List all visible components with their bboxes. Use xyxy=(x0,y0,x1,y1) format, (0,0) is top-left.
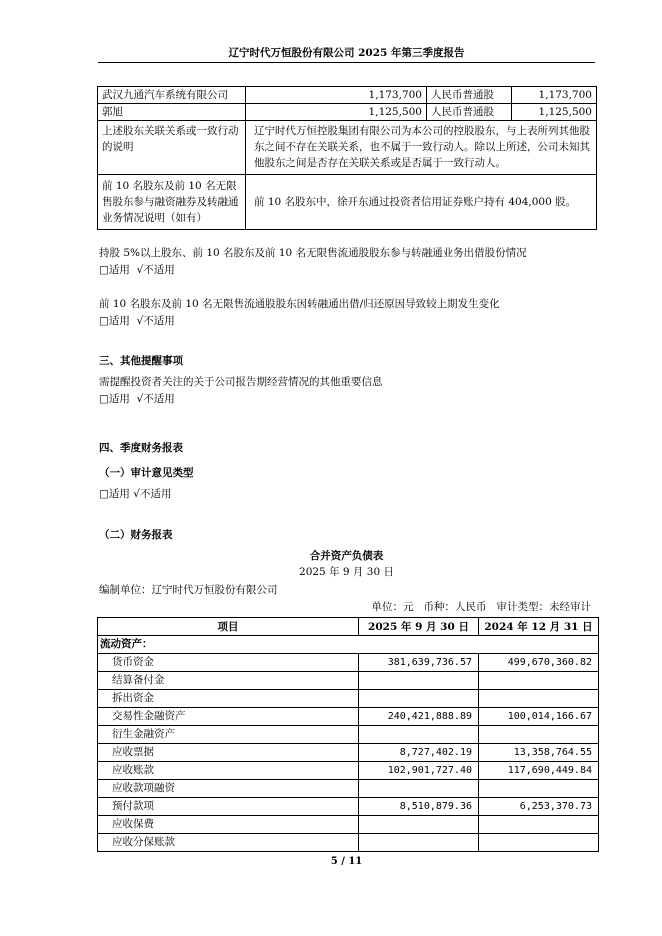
table-row xyxy=(98,762,599,780)
shareholder-name: 武汉九通汽车系统有限公司 xyxy=(98,87,246,104)
row-current: 381,639,736.57 xyxy=(359,654,479,672)
table-row xyxy=(98,780,599,798)
row-current xyxy=(359,672,479,690)
row-item: 应收票据 xyxy=(98,744,359,762)
lending-option: □适用 √不适用 xyxy=(99,264,175,276)
header-rule xyxy=(98,62,595,63)
column-header-prior: 2024 年 12 月 31 日 xyxy=(479,618,599,636)
section-4-2-heading: （二）财务报表 xyxy=(99,529,173,541)
row-current: 102,901,727.40 xyxy=(359,762,479,780)
page-number: 5 / 11 xyxy=(330,856,363,867)
row-prior xyxy=(479,672,599,690)
share-class: 人民币普通股 xyxy=(427,87,512,104)
balance-sheet-table xyxy=(97,617,599,852)
row-item: 结算备付金 xyxy=(98,672,359,690)
row-prior: 499,670,360.82 xyxy=(479,654,599,672)
row-item: 应收账款 xyxy=(98,762,359,780)
row-prior: 117,690,449.84 xyxy=(479,762,599,780)
section-3-option: □适用 √不适用 xyxy=(99,393,175,405)
table-row xyxy=(98,175,597,230)
table-row xyxy=(98,672,599,690)
row-current xyxy=(359,816,479,834)
row-current xyxy=(359,726,479,744)
row-current: 8,510,879.36 xyxy=(359,798,479,816)
margin-trading-text: 前 10 名股东中，徐开东通过投资者信用证券账户持有 404,000 股。 xyxy=(246,175,597,230)
preparer-company: 辽宁时代万恒股份有限公司 xyxy=(151,584,278,596)
table-row xyxy=(98,690,599,708)
table-row xyxy=(98,104,597,121)
row-current: 240,421,888.89 xyxy=(359,708,479,726)
row-item: 应收保费 xyxy=(98,816,359,834)
row-prior: 6,253,370.73 xyxy=(479,798,599,816)
balance-sheet-title: 合并资产负债表 xyxy=(309,550,384,562)
row-prior: 100,014,166.67 xyxy=(479,708,599,726)
column-header-current: 2025 年 9 月 30 日 xyxy=(359,618,479,636)
share-class: 人民币普通股 xyxy=(427,104,512,121)
row-item: 交易性金融资产 xyxy=(98,708,359,726)
page-header: 辽宁时代万恒股份有限公司 2025 年第三季度报告 xyxy=(228,47,465,59)
section-3-text: 需提醒投资者关注的关于公司报告期经营情况的其他重要信息 xyxy=(99,376,383,388)
section-3-heading: 三、其他提醒事项 xyxy=(99,355,183,367)
shares-held: 1,125,500 xyxy=(246,104,427,121)
row-prior xyxy=(479,690,599,708)
table-row xyxy=(98,834,599,852)
preparer-label: 编制单位： xyxy=(99,584,152,596)
section-row xyxy=(98,636,599,654)
row-current xyxy=(359,834,479,852)
shareholder-table xyxy=(97,86,597,230)
row-current: 8,727,402.19 xyxy=(359,744,479,762)
row-item: 拆出资金 xyxy=(98,690,359,708)
preparer-line xyxy=(99,583,278,597)
section-4-heading: 四、季度财务报表 xyxy=(99,442,183,454)
margin-trading-label: 前 10 名股东及前 10 名无限售股东参与融资融券及转融通业务情况说明（如有） xyxy=(98,175,246,230)
row-item: 应收分保账款 xyxy=(98,834,359,852)
table-row xyxy=(98,708,599,726)
row-prior xyxy=(479,816,599,834)
table-row xyxy=(98,654,599,672)
column-header-item: 项目 xyxy=(98,618,359,636)
row-prior xyxy=(479,726,599,744)
row-item: 应收款项融资 xyxy=(98,780,359,798)
shares-held: 1,173,700 xyxy=(246,87,427,104)
currency-meta: 单位：元 币种：人民币 审计类型：未经审计 xyxy=(371,601,591,613)
row-prior xyxy=(479,834,599,852)
row-item: 衍生金融资产 xyxy=(98,726,359,744)
row-item: 货币资金 xyxy=(98,654,359,672)
lending-title: 持股 5%以上股东、前 10 名股东及前 10 名无限售流通股股东参与转融通业务出借股份情况 xyxy=(99,247,527,259)
related-party-label: 上述股东关联关系或一致行动的说明 xyxy=(98,121,246,175)
table-row xyxy=(98,816,599,834)
row-current xyxy=(359,780,479,798)
related-party-text: 辽宁时代万恒控股集团有限公司为本公司的控股股东，与上表所列其他股东之间不存在关联关系，也不属于一致行动人。除以上所述，公司未知其他股东之间是否存在关联关系或是否属于一致行动人。 xyxy=(246,121,597,175)
table-row xyxy=(98,726,599,744)
row-prior xyxy=(479,780,599,798)
row-current xyxy=(359,690,479,708)
audit-option: □适用 √不适用 xyxy=(99,488,172,500)
table-row xyxy=(98,744,599,762)
shareholder-name: 郭旭 xyxy=(98,104,246,121)
row-prior: 13,358,764.55 xyxy=(479,744,599,762)
balance-sheet-date: 2025 年 9 月 30 日 xyxy=(299,566,394,578)
row-item: 预付款项 xyxy=(98,798,359,816)
share-amount: 1,173,700 xyxy=(512,87,597,104)
share-amount: 1,125,500 xyxy=(512,104,597,121)
change-option: □适用 √不适用 xyxy=(99,315,175,327)
section-label: 流动资产： xyxy=(98,636,599,654)
table-row xyxy=(98,87,597,104)
table-header-row xyxy=(98,618,599,636)
change-title: 前 10 名股东及前 10 名无限售流通股股东因转融通出借/归还原因导致较上期发生变化 xyxy=(99,298,500,310)
section-4-1-heading: （一）审计意见类型 xyxy=(99,467,194,479)
table-row xyxy=(98,798,599,816)
table-row xyxy=(98,121,597,175)
